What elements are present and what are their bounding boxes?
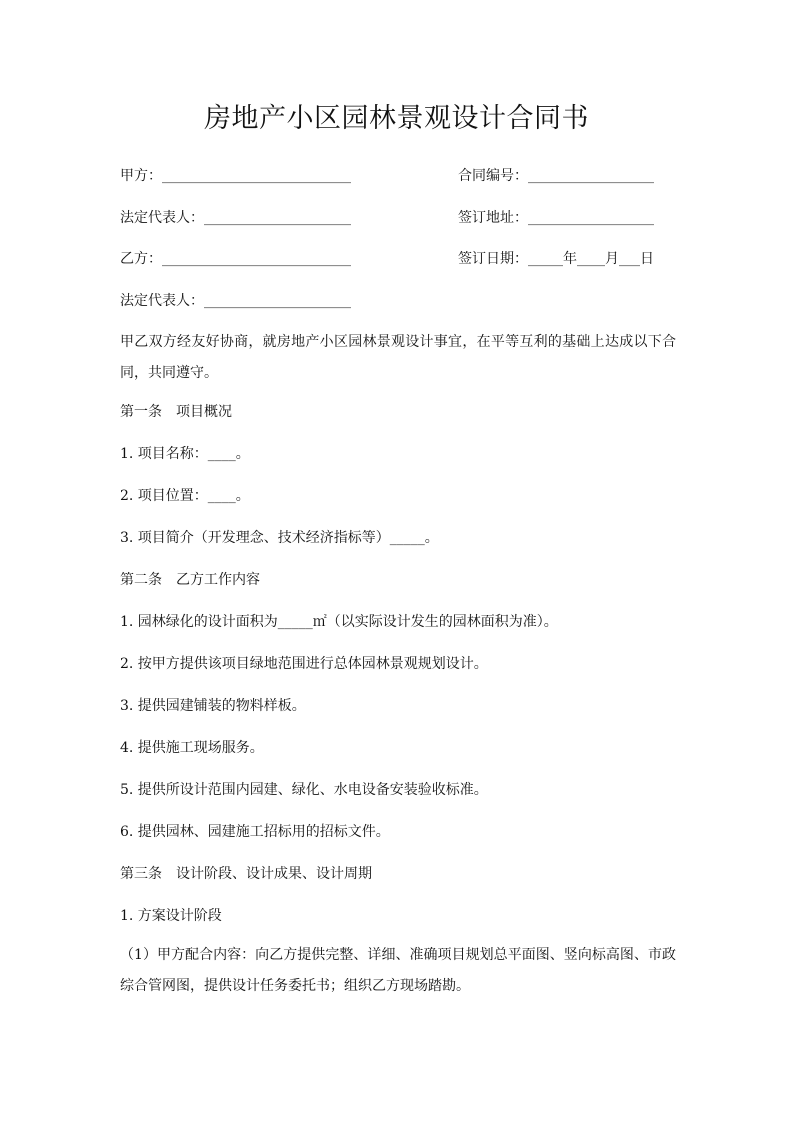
contract-number-field: 合同编号：__________________: [458, 168, 654, 184]
article-3-heading: 第三条 设计阶段、设计成果、设计周期: [120, 866, 372, 882]
party-a-field: 甲方：___________________________: [120, 168, 351, 184]
document-title: 房地产小区园林景观设计合同书: [204, 103, 589, 134]
list-item: 2. 项目位置：____。: [120, 488, 250, 504]
list-item: 3. 提供园建铺装的物料样板。: [120, 698, 306, 714]
list-item: 1. 园林绿化的设计面积为_____㎡（以实际设计发生的园林面积为准）。: [120, 614, 558, 630]
legal-representative-b-field: 法定代表人：_____________________: [120, 293, 351, 309]
legal-representative-a-field: 法定代表人：_____________________: [120, 210, 351, 226]
signing-address-field: 签订地址：__________________: [458, 210, 654, 226]
signing-date-field: 签订日期：_____年____月___日: [458, 251, 654, 267]
list-item: 6. 提供园林、园建施工招标用的招标文件。: [120, 824, 390, 840]
list-item: 5. 提供所设计范围内园建、绿化、水电设备安装验收标准。: [120, 782, 488, 798]
list-item: 2. 按甲方提供该项目绿地范围进行总体园林景观规划设计。: [120, 656, 488, 672]
list-item: 1. 项目名称：____。: [120, 446, 250, 462]
intro-paragraph: 甲乙双方经友好协商，就房地产小区园林景观设计事宜，在平等互利的基础上达成以下合同，共同遵守。: [120, 334, 676, 381]
list-item: 4. 提供施工现场服务。: [120, 740, 264, 756]
article-2-heading: 第二条 乙方工作内容: [120, 572, 260, 588]
list-item: 1. 方案设计阶段: [120, 908, 222, 924]
article-1-heading: 第一条 项目概况: [120, 404, 232, 420]
closing-paragraph: （1）甲方配合内容：向乙方提供完整、详细、准确项目规划总平面图、竖向标高图、市政综合管网图，提供设计任务委托书；组织乙方现场踏勘。: [120, 947, 676, 994]
party-b-field: 乙方：___________________________: [120, 251, 351, 267]
list-item: 3. 项目简介（开发理念、技术经济指标等）_____。: [120, 530, 439, 546]
